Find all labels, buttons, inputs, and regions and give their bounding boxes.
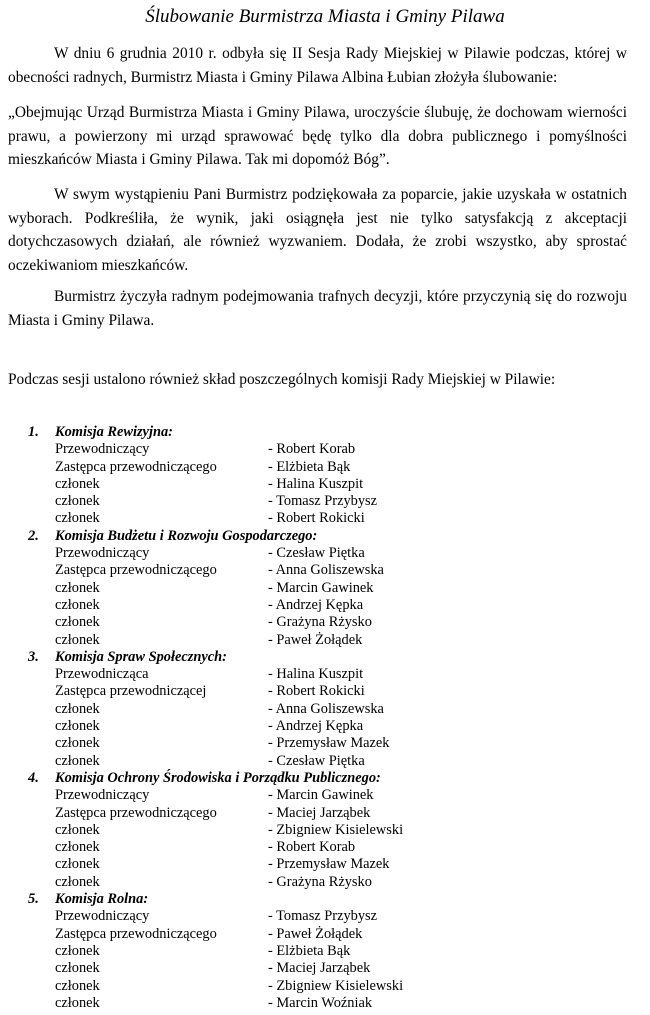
member-name: - Andrzej Kępka [268, 718, 364, 735]
paragraph-oath-quote: „Obejmując Urząd Burmistrza Miasta i Gminy Pilawa, uroczyście ślubuję, że dochowam wierności prawu, a powierzony mi urząd sprawować będę tylko dla dobra publicznego i pomyślności mieszkańców Miasta i Gminy Pilawa. Tak mi dopomóż Bóg”. [8, 104, 627, 169]
member-role: członek [55, 873, 100, 890]
paragraph-wishes: Burmistrz życzyła radnym podejmowania trafnych decyzji, które przyczynią się do rozwoju Miasta i Gminy Pilawa. [8, 288, 627, 329]
member-role: członek [55, 821, 100, 838]
member-row [28, 787, 628, 804]
member-name: - Czesław Piętka [268, 545, 365, 562]
member-row [28, 822, 628, 839]
member-role: Zastępca przewodniczącego [55, 458, 217, 475]
member-name: - Paweł Żołądek [268, 925, 363, 942]
member-row [28, 978, 628, 995]
member-name: - Zbigniew Kisielewski [268, 821, 404, 838]
committee-heading [28, 649, 628, 666]
member-name: - Robert Korab [268, 839, 356, 856]
member-row [28, 580, 628, 597]
member-name: - Maciej Jarząbek [268, 960, 371, 977]
member-row [28, 476, 628, 493]
member-role: Zastępca przewodniczącego [55, 804, 217, 821]
member-role: członek [55, 631, 100, 648]
member-role: członek [55, 735, 100, 752]
member-name: - Robert Rokicki [268, 510, 365, 527]
member-row [28, 459, 628, 476]
member-row [28, 441, 628, 458]
member-role: członek [55, 596, 100, 613]
committee-number: 4. [28, 769, 39, 786]
paragraph-speech: W swym wystąpieniu Pani Burmistrz podziękowała za poparcie, jakie uzyskała w ostatnich wyborach. Podkreśliła, że wynik, jaki osiągnęła jest nie tylko satysfakcją z akceptacji dotychczasowych działań, ale również wyzwaniem. Dodała, że zrobi wszystko, aby sprostać oczekiwaniom mieszkańców. [8, 186, 627, 274]
member-role: członek [55, 960, 100, 977]
member-row [28, 701, 628, 718]
committee-heading [28, 424, 628, 441]
member-name: - Robert Korab [268, 441, 356, 458]
member-role: Przewodnicząca [55, 666, 149, 683]
document-title: Ślubowanie Burmistrza Miasta i Gminy Pilawa [145, 6, 505, 27]
member-role: Zastępca przewodniczącego [55, 925, 217, 942]
committee-list [28, 424, 628, 1012]
member-name: - Marcin Gawinek [268, 579, 374, 596]
member-name: - Przemysław Mazek [268, 856, 390, 873]
member-row [28, 718, 628, 735]
member-row [28, 908, 628, 925]
member-role: członek [55, 493, 100, 510]
member-row [28, 926, 628, 943]
member-row [28, 666, 628, 683]
member-name: - Marcin Gawinek [268, 787, 374, 804]
member-name: - Grażyna Rżysko [268, 873, 372, 890]
member-role: członek [55, 994, 100, 1011]
member-role: Przewodniczący [55, 908, 150, 925]
member-row [28, 683, 628, 700]
committee-number: 3. [28, 648, 39, 665]
paragraph-session-intro: W dniu 6 grudnia 2010 r. odbyła się II Sesja Rady Miejskiej w Pilawie podczas, której w obecności radnych, Burmistrz Miasta i Gminy Pilawa Albina Łubian złożyła ślubowanie: [8, 45, 627, 86]
member-row [28, 805, 628, 822]
member-name: - Tomasz Przybysz [268, 493, 378, 510]
committee-name: Komisja Rolna: [55, 891, 149, 908]
committee-block [28, 424, 628, 528]
member-name: - Halina Kuszpit [268, 666, 364, 683]
committee-number: 1. [28, 424, 39, 440]
member-row [28, 632, 628, 649]
committee-block [28, 528, 628, 649]
member-role: Przewodniczący [55, 545, 150, 562]
member-name: - Andrzej Kępka [268, 596, 364, 613]
member-name: - Robert Rokicki [268, 683, 365, 700]
member-name: - Elżbieta Bąk [268, 942, 351, 959]
committee-block [28, 649, 628, 770]
member-name: - Marcin Woźniak [268, 994, 373, 1011]
committee-number: 2. [28, 527, 39, 544]
member-role: członek [55, 752, 100, 769]
committee-number: 5. [28, 891, 39, 908]
member-role: członek [55, 510, 100, 527]
committee-heading [28, 891, 628, 908]
member-row [28, 597, 628, 614]
member-row [28, 874, 628, 891]
member-role: członek [55, 856, 100, 873]
member-role: Przewodniczący [55, 441, 150, 458]
member-role: członek [55, 977, 100, 994]
committee-heading [28, 528, 628, 545]
member-name: - Przemysław Mazek [268, 735, 390, 752]
member-role: członek [55, 942, 100, 959]
committee-name: Komisja Ochrony Środowiska i Porządku Publicznego: [55, 769, 381, 786]
member-name: - Paweł Żołądek [268, 631, 363, 648]
member-role: członek [55, 839, 100, 856]
member-role: Zastępca przewodniczącego [55, 562, 217, 579]
member-row [28, 493, 628, 510]
member-name: - Maciej Jarząbek [268, 804, 371, 821]
member-row [28, 510, 628, 527]
paragraph-committees-intro: Podczas sesji ustalono również skład poszczególnych komisji Rady Miejskiej w Pilawie: [8, 371, 556, 388]
committee-block [28, 770, 628, 891]
member-role: członek [55, 700, 100, 717]
member-name: - Grażyna Rżysko [268, 614, 372, 631]
member-row [28, 943, 628, 960]
member-name: - Elżbieta Bąk [268, 458, 351, 475]
member-row [28, 856, 628, 873]
member-name: - Tomasz Przybysz [268, 908, 378, 925]
member-name: - Czesław Piętka [268, 752, 365, 769]
committee-name: Komisja Rewizyjna: [55, 424, 173, 440]
member-row [28, 995, 628, 1012]
member-row [28, 839, 628, 856]
member-name: - Anna Goliszewska [268, 562, 384, 579]
member-row [28, 753, 628, 770]
member-row [28, 545, 628, 562]
member-role: członek [55, 579, 100, 596]
committee-name: Komisja Spraw Społecznych: [55, 648, 227, 665]
member-row [28, 735, 628, 752]
committee-heading [28, 770, 628, 787]
member-role: Przewodniczący [55, 787, 150, 804]
member-role: członek [55, 475, 100, 492]
member-name: - Zbigniew Kisielewski [268, 977, 404, 994]
committee-name: Komisja Budżetu i Rozwoju Gospodarczego: [55, 527, 318, 544]
member-row [28, 562, 628, 579]
member-role: członek [55, 718, 100, 735]
member-name: - Anna Goliszewska [268, 700, 384, 717]
member-role: Zastępca przewodniczącej [55, 683, 207, 700]
committee-block [28, 891, 628, 1012]
member-row [28, 960, 628, 977]
member-row [28, 614, 628, 631]
member-name: - Halina Kuszpit [268, 475, 364, 492]
member-role: członek [55, 614, 100, 631]
